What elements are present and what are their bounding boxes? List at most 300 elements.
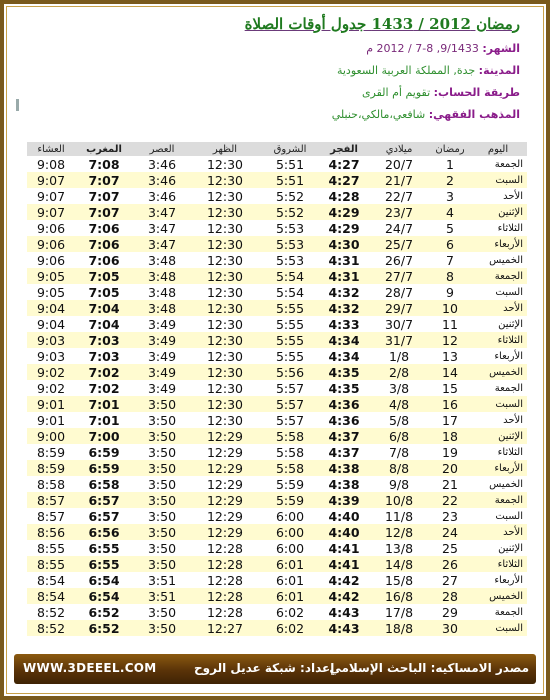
asr-cell: 3:50 <box>133 492 191 508</box>
col-header-gregorian: ميلادي <box>367 142 431 156</box>
sunrise-cell: 5:59 <box>259 492 321 508</box>
city-label: المدينة: <box>478 64 520 77</box>
dhuhr-cell: 12:29 <box>191 524 259 540</box>
maghrib-cell: 6:52 <box>75 620 133 636</box>
sunrise-cell: 5:57 <box>259 380 321 396</box>
day-cell: الخميس <box>469 252 527 268</box>
table-row <box>27 332 527 348</box>
ramadan-day-cell: 22 <box>431 492 469 508</box>
gregorian-date-cell: 22/7 <box>367 188 431 204</box>
gregorian-date-cell: 27/7 <box>367 268 431 284</box>
dhuhr-cell: 12:30 <box>191 396 259 412</box>
dhuhr-cell: 12:30 <box>191 316 259 332</box>
table-row <box>27 428 527 444</box>
asr-cell: 3:50 <box>133 604 191 620</box>
isha-cell: 9:01 <box>27 396 75 412</box>
day-cell: الثلاثاء <box>469 332 527 348</box>
gregorian-date-cell: 6/8 <box>367 428 431 444</box>
table-header-row <box>27 142 527 156</box>
day-cell: الأربعاء <box>469 572 527 588</box>
gregorian-date-cell: 5/8 <box>367 412 431 428</box>
asr-cell: 3:50 <box>133 460 191 476</box>
isha-cell: 8:54 <box>27 588 75 604</box>
day-cell: الجمعة <box>469 268 527 284</box>
gregorian-date-cell: 30/7 <box>367 316 431 332</box>
gregorian-date-cell: 16/8 <box>367 588 431 604</box>
ramadan-day-cell: 13 <box>431 348 469 364</box>
fajr-cell: 4:31 <box>321 252 367 268</box>
gregorian-date-cell: 10/8 <box>367 492 431 508</box>
dhuhr-cell: 12:27 <box>191 620 259 636</box>
day-cell: السبت <box>469 620 527 636</box>
dhuhr-cell: 12:30 <box>191 252 259 268</box>
day-cell: الإثنين <box>469 540 527 556</box>
fajr-cell: 4:37 <box>321 428 367 444</box>
city-value: جدة, المملكة العربية السعودية <box>336 64 476 77</box>
dhuhr-cell: 12:28 <box>191 604 259 620</box>
sunrise-cell: 6:02 <box>259 604 321 620</box>
fajr-cell: 4:33 <box>321 316 367 332</box>
isha-cell: 9:03 <box>27 348 75 364</box>
fajr-cell: 4:39 <box>321 492 367 508</box>
asr-cell: 3:49 <box>133 380 191 396</box>
isha-cell: 8:58 <box>27 476 75 492</box>
month-value: 9/1433, 8-7 / 2012 م <box>366 42 479 55</box>
isha-cell: 9:07 <box>27 172 75 188</box>
sunrise-cell: 5:55 <box>259 332 321 348</box>
asr-cell: 3:50 <box>133 540 191 556</box>
maghrib-cell: 7:08 <box>75 156 133 172</box>
day-cell: الأحد <box>469 412 527 428</box>
dhuhr-cell: 12:29 <box>191 476 259 492</box>
maghrib-cell: 7:07 <box>75 172 133 188</box>
fajr-cell: 4:29 <box>321 220 367 236</box>
fajr-cell: 4:38 <box>321 460 367 476</box>
maghrib-cell: 6:57 <box>75 492 133 508</box>
col-header-dhuhr: الظهر <box>191 142 259 156</box>
table-row <box>27 604 527 620</box>
sunrise-cell: 6:00 <box>259 508 321 524</box>
sunrise-cell: 5:58 <box>259 460 321 476</box>
sunrise-cell: 6:02 <box>259 620 321 636</box>
table-row <box>27 476 527 492</box>
day-cell: السبت <box>469 508 527 524</box>
table-row <box>27 348 527 364</box>
dhuhr-cell: 12:28 <box>191 588 259 604</box>
maghrib-cell: 6:57 <box>75 508 133 524</box>
isha-cell: 9:03 <box>27 332 75 348</box>
gregorian-date-cell: 28/7 <box>367 284 431 300</box>
header <box>20 14 520 130</box>
gregorian-date-cell: 11/8 <box>367 508 431 524</box>
fajr-cell: 4:29 <box>321 204 367 220</box>
col-header-day: اليوم <box>469 142 527 156</box>
isha-cell: 8:57 <box>27 508 75 524</box>
isha-cell: 9:02 <box>27 380 75 396</box>
dhuhr-cell: 12:30 <box>191 204 259 220</box>
sunrise-cell: 5:53 <box>259 220 321 236</box>
isha-cell: 8:59 <box>27 444 75 460</box>
table-row <box>27 220 527 236</box>
maghrib-cell: 6:59 <box>75 444 133 460</box>
dhuhr-cell: 12:30 <box>191 188 259 204</box>
dhuhr-cell: 12:29 <box>191 428 259 444</box>
fajr-cell: 4:41 <box>321 540 367 556</box>
footer-source: مصدر الامساكيه: الباحث الإسلامي <box>329 661 529 675</box>
isha-cell: 8:56 <box>27 524 75 540</box>
month-row <box>20 42 520 56</box>
fajr-cell: 4:31 <box>321 268 367 284</box>
madhab-row <box>20 108 520 122</box>
table-row <box>27 492 527 508</box>
fajr-cell: 4:32 <box>321 300 367 316</box>
day-cell: الخميس <box>469 588 527 604</box>
ramadan-day-cell: 27 <box>431 572 469 588</box>
asr-cell: 3:47 <box>133 220 191 236</box>
maghrib-cell: 7:06 <box>75 220 133 236</box>
col-header-fajr: الفجر <box>321 142 367 156</box>
table-row <box>27 396 527 412</box>
maghrib-cell: 7:02 <box>75 364 133 380</box>
ramadan-day-cell: 14 <box>431 364 469 380</box>
day-cell: الأربعاء <box>469 236 527 252</box>
table-row <box>27 508 527 524</box>
ramadan-day-cell: 21 <box>431 476 469 492</box>
isha-cell: 9:06 <box>27 236 75 252</box>
day-cell: الأحد <box>469 188 527 204</box>
maghrib-cell: 6:54 <box>75 572 133 588</box>
sunrise-cell: 5:59 <box>259 476 321 492</box>
fajr-cell: 4:36 <box>321 412 367 428</box>
isha-cell: 9:04 <box>27 300 75 316</box>
day-cell: الأربعاء <box>469 460 527 476</box>
day-cell: الأحد <box>469 300 527 316</box>
footer-prepared-by: إعداد: شبكة عديل الروح <box>194 661 335 675</box>
ramadan-day-cell: 29 <box>431 604 469 620</box>
fajr-cell: 4:40 <box>321 524 367 540</box>
maghrib-cell: 6:56 <box>75 524 133 540</box>
ramadan-day-cell: 15 <box>431 380 469 396</box>
asr-cell: 3:49 <box>133 332 191 348</box>
sunrise-cell: 6:01 <box>259 588 321 604</box>
table-row <box>27 316 527 332</box>
sunrise-cell: 5:51 <box>259 172 321 188</box>
day-cell: السبت <box>469 172 527 188</box>
table-row <box>27 620 527 636</box>
maghrib-cell: 7:03 <box>75 348 133 364</box>
fajr-cell: 4:41 <box>321 556 367 572</box>
asr-cell: 3:46 <box>133 188 191 204</box>
asr-cell: 3:46 <box>133 156 191 172</box>
sunrise-cell: 5:55 <box>259 316 321 332</box>
ramadan-day-cell: 26 <box>431 556 469 572</box>
gregorian-date-cell: 2/8 <box>367 364 431 380</box>
maghrib-cell: 7:04 <box>75 316 133 332</box>
isha-cell: 8:55 <box>27 540 75 556</box>
table-row <box>27 572 527 588</box>
day-cell: السبت <box>469 396 527 412</box>
maghrib-cell: 7:05 <box>75 284 133 300</box>
isha-cell: 9:08 <box>27 156 75 172</box>
gregorian-date-cell: 12/8 <box>367 524 431 540</box>
dhuhr-cell: 12:29 <box>191 508 259 524</box>
ramadan-day-cell: 9 <box>431 284 469 300</box>
table-row <box>27 444 527 460</box>
madhab-label: المذهب الفقهي: <box>428 108 520 121</box>
sunrise-cell: 6:00 <box>259 524 321 540</box>
day-cell: الإثنين <box>469 316 527 332</box>
ramadan-day-cell: 8 <box>431 268 469 284</box>
sunrise-cell: 5:54 <box>259 268 321 284</box>
isha-cell: 9:02 <box>27 364 75 380</box>
ramadan-day-cell: 30 <box>431 620 469 636</box>
maghrib-cell: 7:06 <box>75 252 133 268</box>
table-row <box>27 540 527 556</box>
gregorian-date-cell: 13/8 <box>367 540 431 556</box>
gregorian-date-cell: 31/7 <box>367 332 431 348</box>
fajr-cell: 4:38 <box>321 476 367 492</box>
table-row <box>27 364 527 380</box>
day-cell: الإثنين <box>469 204 527 220</box>
table-row <box>27 156 527 172</box>
isha-cell: 8:54 <box>27 572 75 588</box>
day-cell: الأحد <box>469 524 527 540</box>
gregorian-date-cell: 23/7 <box>367 204 431 220</box>
method-row <box>20 86 520 100</box>
day-cell: الخميس <box>469 364 527 380</box>
maghrib-cell: 7:01 <box>75 396 133 412</box>
fajr-cell: 4:40 <box>321 508 367 524</box>
fajr-cell: 4:27 <box>321 172 367 188</box>
gregorian-date-cell: 25/7 <box>367 236 431 252</box>
sunrise-cell: 5:52 <box>259 204 321 220</box>
day-cell: الأربعاء <box>469 348 527 364</box>
table-row <box>27 300 527 316</box>
ramadan-day-cell: 7 <box>431 252 469 268</box>
fajr-cell: 4:42 <box>321 588 367 604</box>
gregorian-date-cell: 18/8 <box>367 620 431 636</box>
ramadan-day-cell: 20 <box>431 460 469 476</box>
sunrise-cell: 5:56 <box>259 364 321 380</box>
sunrise-cell: 6:00 <box>259 540 321 556</box>
fajr-cell: 4:35 <box>321 380 367 396</box>
asr-cell: 3:49 <box>133 364 191 380</box>
ramadan-day-cell: 6 <box>431 236 469 252</box>
maghrib-cell: 6:55 <box>75 540 133 556</box>
asr-cell: 3:51 <box>133 572 191 588</box>
method-label: طريقة الحساب: <box>433 86 520 99</box>
ramadan-day-cell: 19 <box>431 444 469 460</box>
fajr-cell: 4:34 <box>321 348 367 364</box>
gregorian-date-cell: 15/8 <box>367 572 431 588</box>
asr-cell: 3:50 <box>133 476 191 492</box>
ramadan-day-cell: 4 <box>431 204 469 220</box>
asr-cell: 3:50 <box>133 556 191 572</box>
table-row <box>27 204 527 220</box>
ramadan-day-cell: 2 <box>431 172 469 188</box>
maghrib-cell: 7:00 <box>75 428 133 444</box>
sunrise-cell: 5:53 <box>259 236 321 252</box>
maghrib-cell: 7:02 <box>75 380 133 396</box>
isha-cell: 9:07 <box>27 204 75 220</box>
sunrise-cell: 5:53 <box>259 252 321 268</box>
gregorian-date-cell: 4/8 <box>367 396 431 412</box>
maghrib-cell: 7:06 <box>75 236 133 252</box>
gregorian-date-cell: 7/8 <box>367 444 431 460</box>
asr-cell: 3:50 <box>133 428 191 444</box>
dhuhr-cell: 12:30 <box>191 380 259 396</box>
sunrise-cell: 5:58 <box>259 444 321 460</box>
maghrib-cell: 7:07 <box>75 188 133 204</box>
table-body <box>27 156 527 636</box>
day-cell: الجمعة <box>469 380 527 396</box>
ramadan-day-cell: 16 <box>431 396 469 412</box>
gregorian-date-cell: 14/8 <box>367 556 431 572</box>
isha-cell: 9:07 <box>27 188 75 204</box>
dhuhr-cell: 12:30 <box>191 412 259 428</box>
asr-cell: 3:50 <box>133 444 191 460</box>
dhuhr-cell: 12:30 <box>191 364 259 380</box>
dhuhr-cell: 12:29 <box>191 492 259 508</box>
col-header-isha: العشاء <box>27 142 75 156</box>
fajr-cell: 4:30 <box>321 236 367 252</box>
asr-cell: 3:48 <box>133 300 191 316</box>
dhuhr-cell: 12:30 <box>191 300 259 316</box>
isha-cell: 9:06 <box>27 252 75 268</box>
sunrise-cell: 5:55 <box>259 300 321 316</box>
sunrise-cell: 5:58 <box>259 428 321 444</box>
maghrib-cell: 7:04 <box>75 300 133 316</box>
table-row <box>27 188 527 204</box>
maghrib-cell: 6:55 <box>75 556 133 572</box>
asr-cell: 3:49 <box>133 348 191 364</box>
maghrib-cell: 7:07 <box>75 204 133 220</box>
ramadan-day-cell: 1 <box>431 156 469 172</box>
side-marker <box>16 99 19 111</box>
prayer-times-table-container <box>27 142 527 636</box>
table-row <box>27 556 527 572</box>
table-row <box>27 252 527 268</box>
asr-cell: 3:48 <box>133 268 191 284</box>
fajr-cell: 4:34 <box>321 332 367 348</box>
table-row <box>27 268 527 284</box>
asr-cell: 3:48 <box>133 252 191 268</box>
isha-cell: 9:06 <box>27 220 75 236</box>
sunrise-cell: 5:57 <box>259 412 321 428</box>
day-cell: الثلاثاء <box>469 444 527 460</box>
col-header-maghrib: المغرب <box>75 142 133 156</box>
footer-site-link[interactable]: WWW.3DEEEL.COM <box>23 661 157 675</box>
sunrise-cell: 5:57 <box>259 396 321 412</box>
col-header-asr: العصر <box>133 142 191 156</box>
ramadan-day-cell: 3 <box>431 188 469 204</box>
madhab-value: شافعي،مالكي،حنبلي <box>331 108 426 121</box>
maghrib-cell: 6:59 <box>75 460 133 476</box>
maghrib-cell: 7:05 <box>75 268 133 284</box>
maghrib-cell: 6:54 <box>75 588 133 604</box>
dhuhr-cell: 12:30 <box>191 268 259 284</box>
gregorian-date-cell: 26/7 <box>367 252 431 268</box>
maghrib-cell: 6:52 <box>75 604 133 620</box>
day-cell: السبت <box>469 284 527 300</box>
isha-cell: 8:52 <box>27 604 75 620</box>
day-cell: الثلاثاء <box>469 220 527 236</box>
ramadan-day-cell: 11 <box>431 316 469 332</box>
isha-cell: 9:05 <box>27 268 75 284</box>
day-cell: الثلاثاء <box>469 556 527 572</box>
day-cell: الإثنين <box>469 428 527 444</box>
dhuhr-cell: 12:30 <box>191 332 259 348</box>
isha-cell: 9:05 <box>27 284 75 300</box>
asr-cell: 3:50 <box>133 508 191 524</box>
fajr-cell: 4:43 <box>321 604 367 620</box>
maghrib-cell: 7:01 <box>75 412 133 428</box>
sunrise-cell: 5:54 <box>259 284 321 300</box>
dhuhr-cell: 12:30 <box>191 284 259 300</box>
isha-cell: 9:00 <box>27 428 75 444</box>
ramadan-day-cell: 18 <box>431 428 469 444</box>
method-value: تقويم أم القرى <box>361 86 431 99</box>
dhuhr-cell: 12:29 <box>191 460 259 476</box>
maghrib-cell: 6:58 <box>75 476 133 492</box>
table-row <box>27 524 527 540</box>
dhuhr-cell: 12:30 <box>191 348 259 364</box>
ramadan-day-cell: 5 <box>431 220 469 236</box>
dhuhr-cell: 12:30 <box>191 156 259 172</box>
footer-bar <box>14 654 536 684</box>
ramadan-day-cell: 23 <box>431 508 469 524</box>
fajr-cell: 4:28 <box>321 188 367 204</box>
table-row <box>27 460 527 476</box>
month-label: الشهر: <box>482 42 520 55</box>
gregorian-date-cell: 20/7 <box>367 156 431 172</box>
fajr-cell: 4:35 <box>321 364 367 380</box>
isha-cell: 8:59 <box>27 460 75 476</box>
maghrib-cell: 7:03 <box>75 332 133 348</box>
fajr-cell: 4:37 <box>321 444 367 460</box>
gregorian-date-cell: 8/8 <box>367 460 431 476</box>
gregorian-date-cell: 29/7 <box>367 300 431 316</box>
asr-cell: 3:46 <box>133 172 191 188</box>
gregorian-date-cell: 17/8 <box>367 604 431 620</box>
dhuhr-cell: 12:30 <box>191 236 259 252</box>
day-cell: الجمعة <box>469 492 527 508</box>
sunrise-cell: 5:51 <box>259 156 321 172</box>
isha-cell: 9:04 <box>27 316 75 332</box>
fajr-cell: 4:42 <box>321 572 367 588</box>
asr-cell: 3:47 <box>133 204 191 220</box>
sunrise-cell: 5:52 <box>259 188 321 204</box>
dhuhr-cell: 12:30 <box>191 220 259 236</box>
fajr-cell: 4:36 <box>321 396 367 412</box>
table-row <box>27 380 527 396</box>
asr-cell: 3:50 <box>133 396 191 412</box>
col-header-ramadan: رمضان <box>431 142 469 156</box>
ramadan-day-cell: 12 <box>431 332 469 348</box>
isha-cell: 8:57 <box>27 492 75 508</box>
gregorian-date-cell: 9/8 <box>367 476 431 492</box>
ramadan-day-cell: 28 <box>431 588 469 604</box>
table-row <box>27 412 527 428</box>
isha-cell: 8:52 <box>27 620 75 636</box>
dhuhr-cell: 12:28 <box>191 572 259 588</box>
asr-cell: 3:50 <box>133 412 191 428</box>
table-row <box>27 284 527 300</box>
ramadan-day-cell: 24 <box>431 524 469 540</box>
sunrise-cell: 6:01 <box>259 572 321 588</box>
isha-cell: 8:55 <box>27 556 75 572</box>
table-row <box>27 172 527 188</box>
